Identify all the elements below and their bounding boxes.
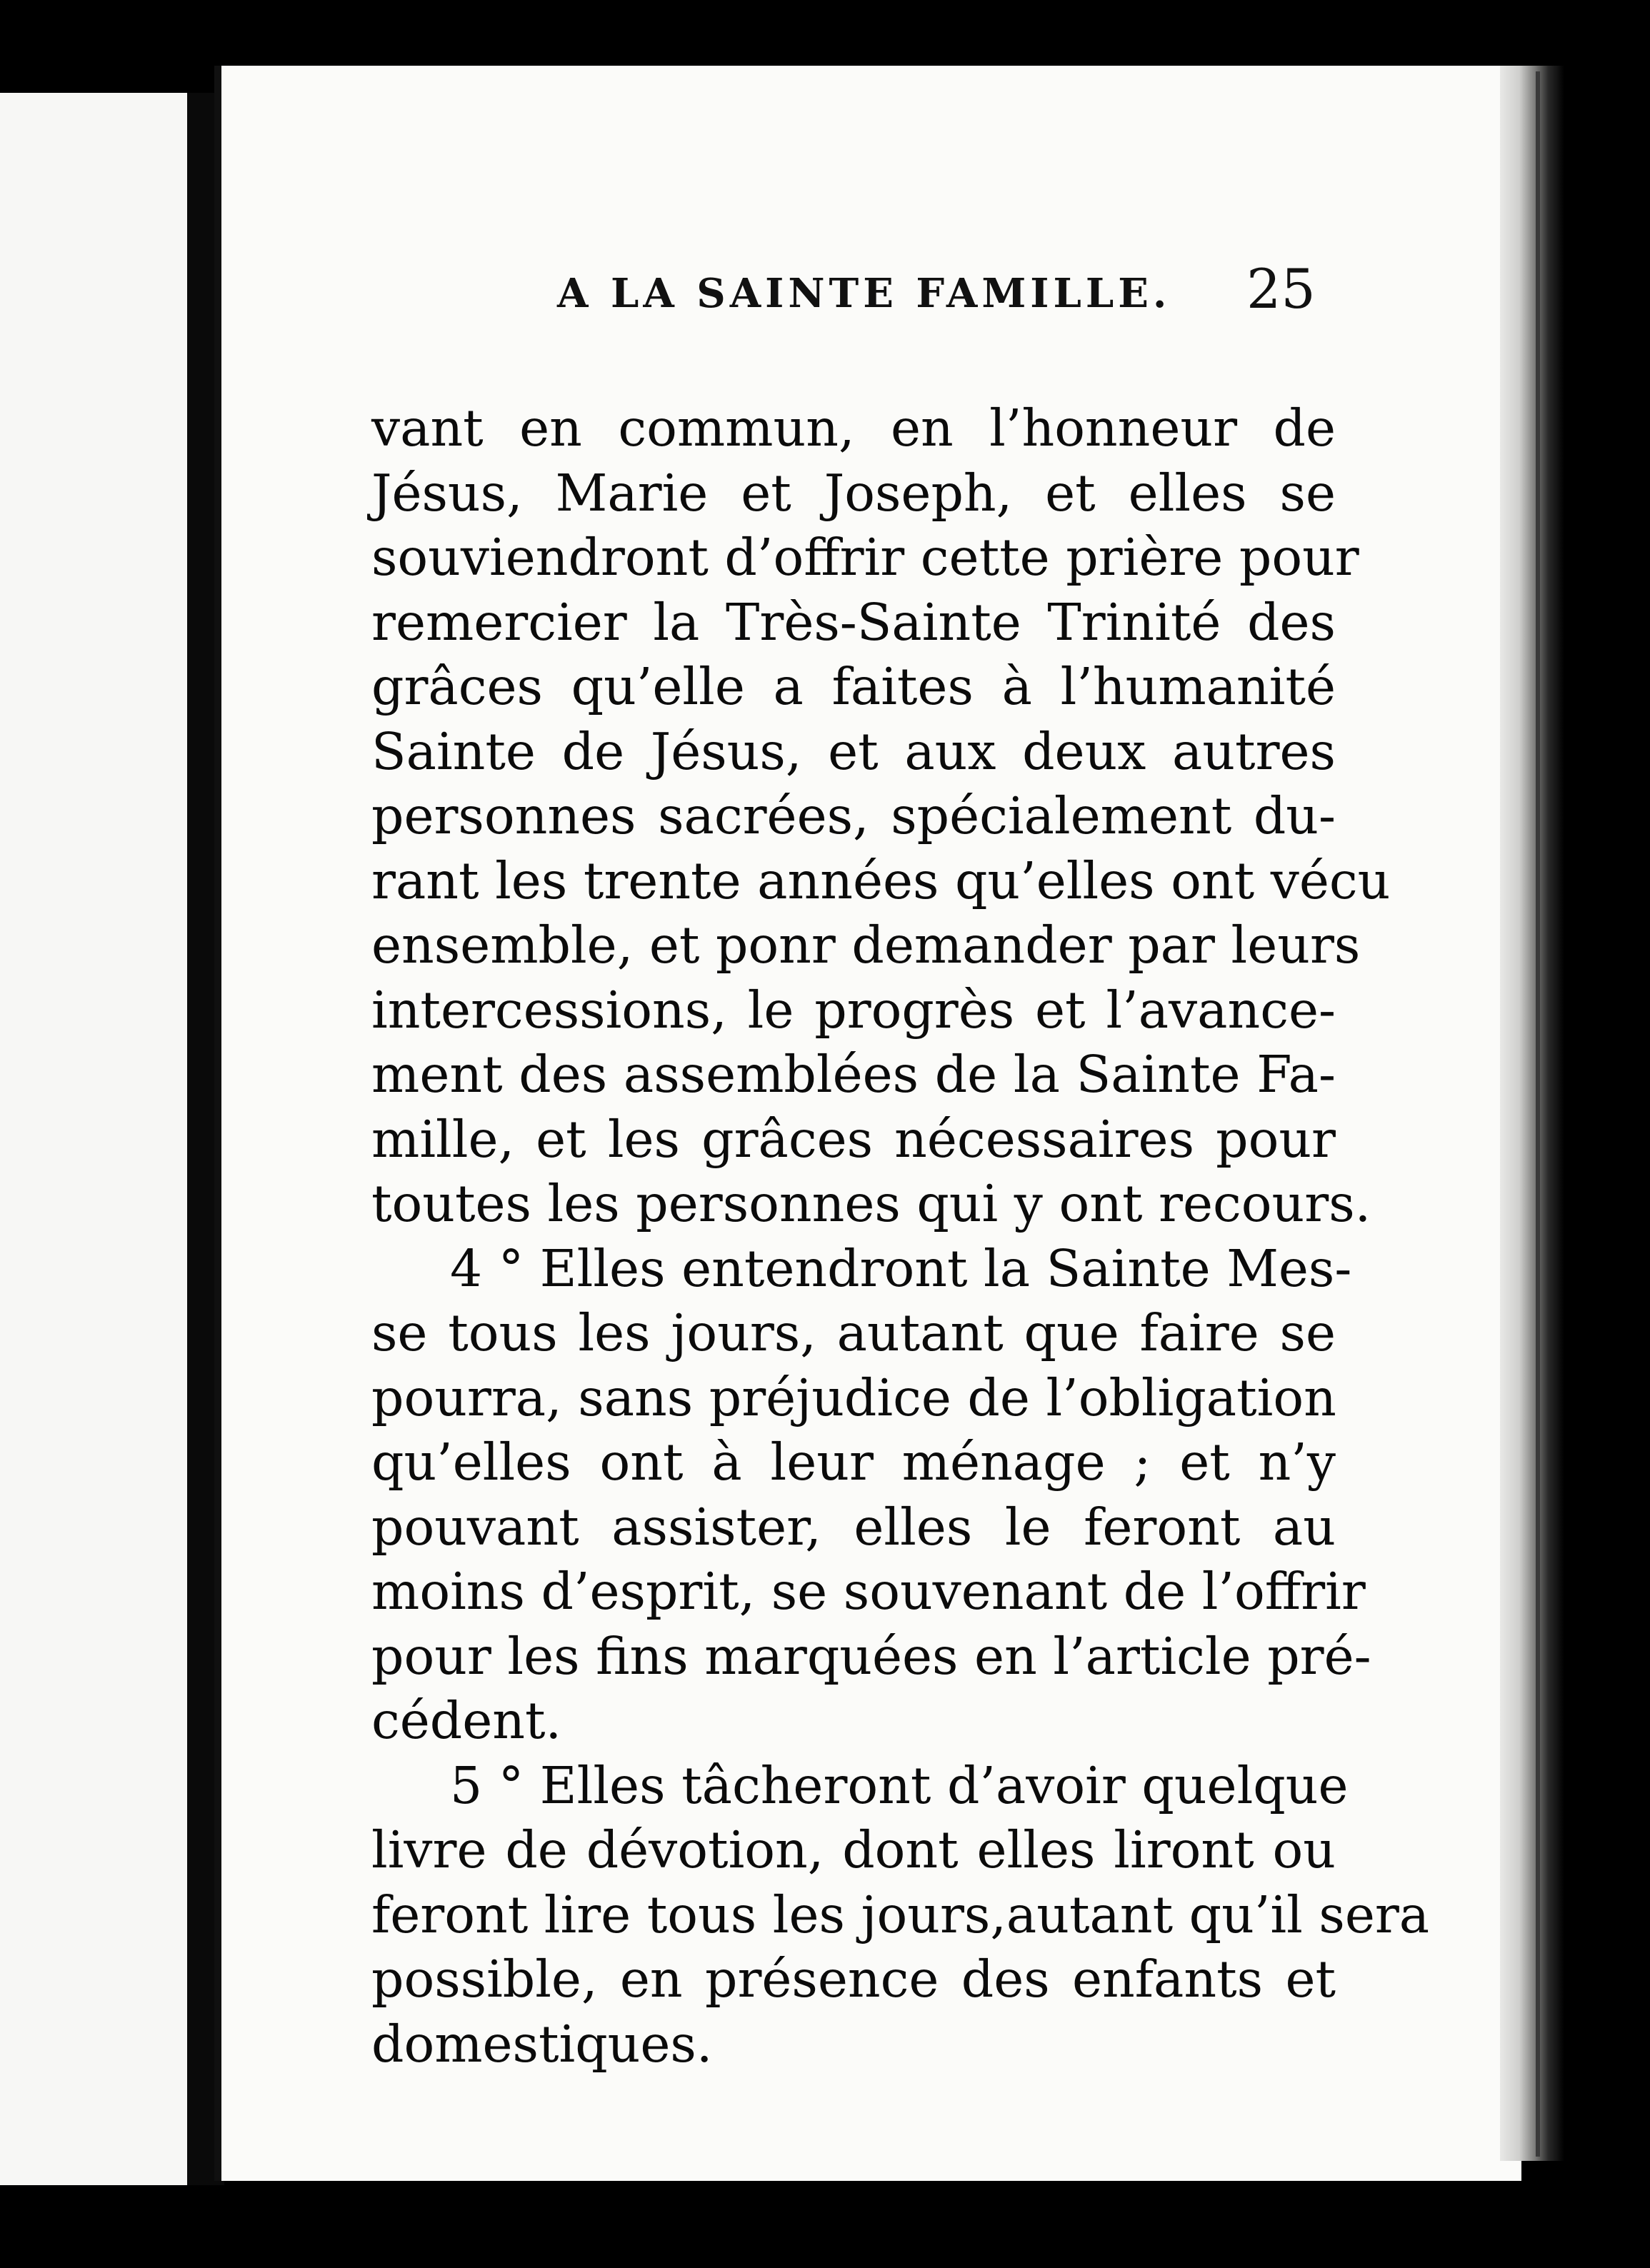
text-line: feront lire tous les jours,autant qu’il sera <box>371 1885 1430 1945</box>
text-line: personnes sacrées, spécialement du- <box>371 786 1336 846</box>
text-line: vant en commun, en l’honneur de <box>371 398 1336 458</box>
page-edge-line <box>1536 71 1540 2157</box>
page-edge <box>1500 66 1564 2161</box>
text-line: 4 ° Elles entendront la Sainte Mes- <box>450 1238 1352 1298</box>
text-line: domestiques. <box>371 2014 713 2074</box>
text-line: Jésus, Marie et Joseph, et elles se <box>371 463 1336 523</box>
body-text <box>371 396 1430 2077</box>
text-line: cédent. <box>371 1691 562 1750</box>
text-line: pourra, sans préjudice de l’obligation <box>371 1368 1336 1427</box>
text-line: moins d’esprit, se souvenant de l’offrir <box>371 1562 1366 1621</box>
text-line: souviendront d’offrir cette prière pour <box>371 528 1359 587</box>
text-line: pour les fins marquées en l’article pré- <box>371 1626 1371 1686</box>
text-line: ensemble, et ponr demander par leurs <box>371 915 1361 975</box>
text-line: possible, en présence des enfants et <box>371 1950 1336 2009</box>
text-line: mille, et les grâces nécessaires pour <box>371 1109 1336 1169</box>
text-line: pouvant assister, elles le feront au <box>371 1497 1336 1557</box>
text-line: grâces qu’elle a faites à l’humanité <box>371 657 1336 716</box>
text-line: livre de dévotion, dont elles liront ou <box>371 1820 1336 1880</box>
text-line: 5 ° Elles tâcheront d’avoir quelque <box>450 1755 1349 1815</box>
text-line: rant les trente années qu’elles ont vécu <box>371 850 1391 910</box>
text-line: Sainte de Jésus, et aux deux autres <box>371 721 1336 781</box>
page-number: 25 <box>1246 257 1316 321</box>
text-line: se tous les jours, autant que faire se <box>371 1303 1336 1363</box>
text-line: toutes les personnes qui y ont recours. <box>371 1174 1371 1233</box>
text-line: qu’elles ont à leur ménage ; et n’y <box>371 1432 1336 1492</box>
running-head: A LA SAINTE FAMILLE. <box>557 270 1171 317</box>
text-line: intercessions, le progrès et l’avance- <box>371 980 1336 1040</box>
text-line: ment des assemblées de la Sainte Fa- <box>371 1045 1336 1104</box>
text-line: remercier la Très-Sainte Trinité des <box>371 592 1336 652</box>
